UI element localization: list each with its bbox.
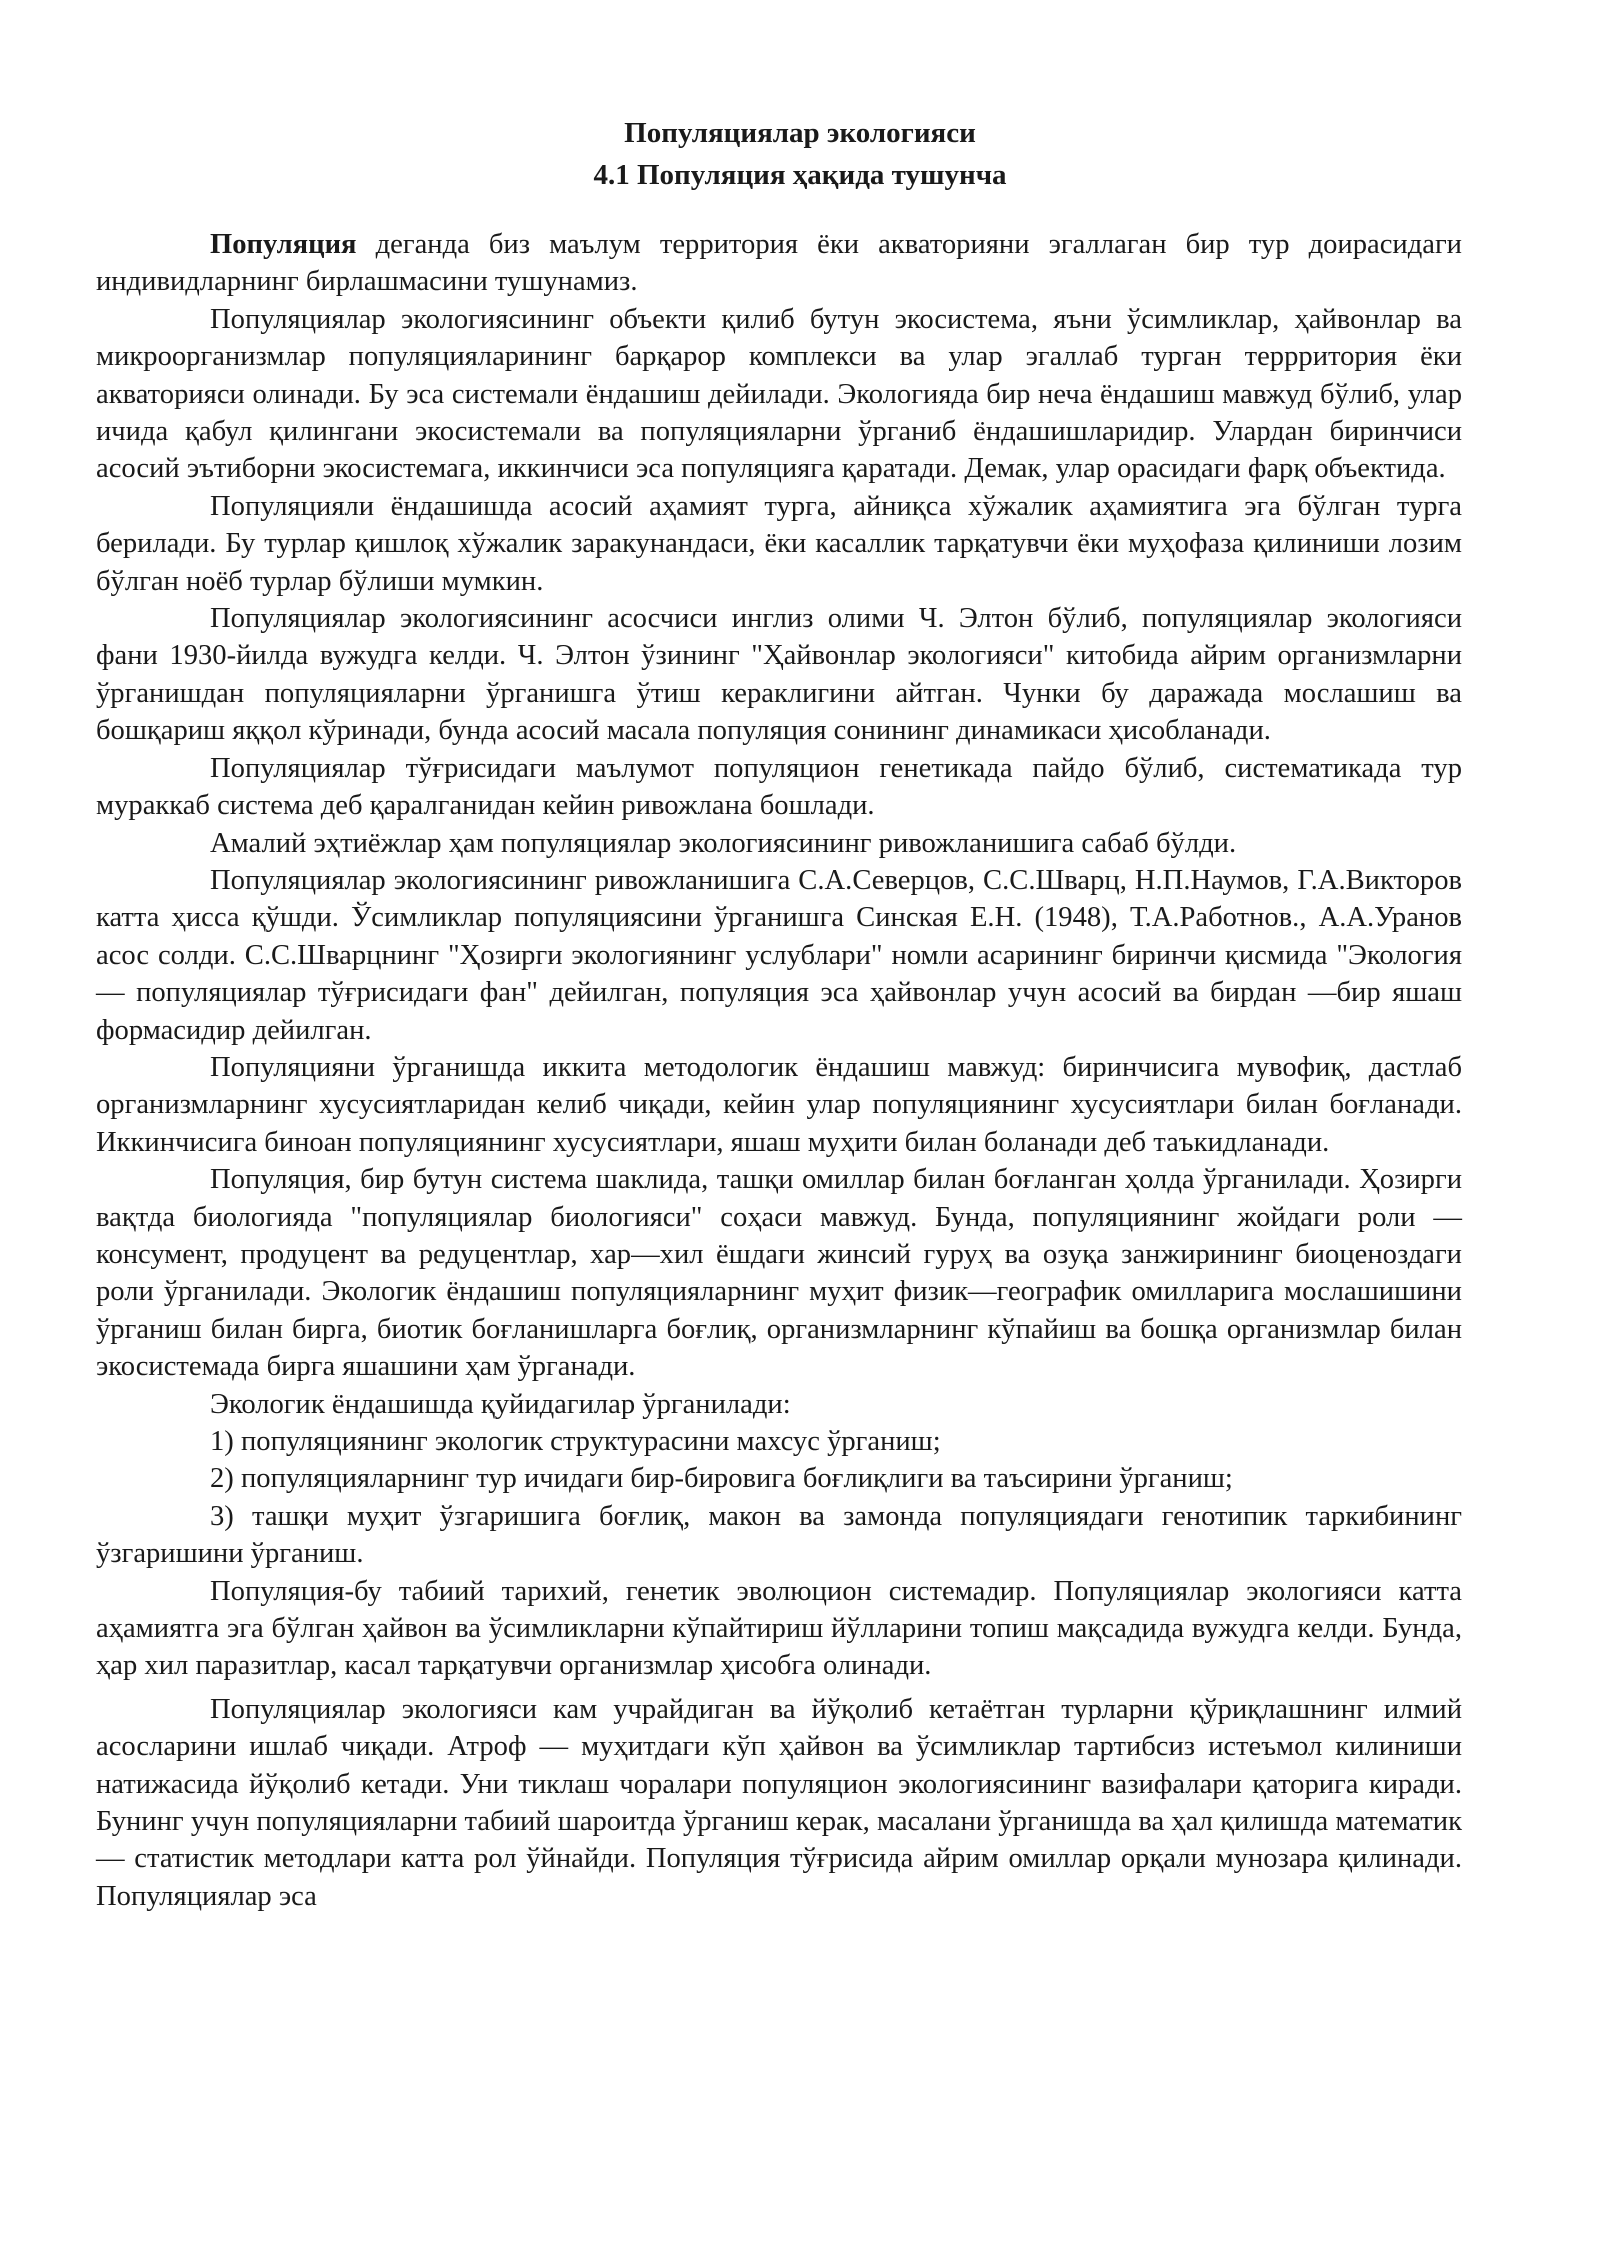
- paragraph: Популяция-бу табиий тарихий, генетик эволюцион системадир. Популяциялар экологияси катта аҳамиятга эга бўлган ҳайвон ва ўсимликларни кўпайтириш йўлларини топиш мақсадида вужудга келди. Бунда, ҳар хил паразитлар, касал тарқатувчи организмлар ҳисобга олинади.: [96, 1575, 1462, 1682]
- section-heading: 4.1 Популяция ҳақида тушунча: [593, 159, 1007, 191]
- paragraph: Популяциялар экологиясининг асосчиси инглиз олими Ч. Элтон бўлиб, популяциялар экологияси фани 1930-йилда вужудга келди. Ч. Элтон ўзининг "Ҳайвонлар экологияси" китобида айрим организмларни ўрганишдан популяцияларни ўрганишга ўтиш кераклигини айтган. Чунки бу даражада мослашиш ва бошқариш яққол кўринади, бунда асосий масала популяция сонининг динамикаси ҳисобланади.: [96, 603, 1462, 747]
- list-item: 2) популяцияларнинг тур ичидаги бир-бировига боғлиқлиги ва таъсирини ўрганиш;: [210, 1463, 1233, 1495]
- title-block: [0, 112, 1600, 196]
- paragraph: Популяциялар экологиясининг объекти қилиб бутун экосистема, яъни ўсимликлар, ҳайвонлар ва микроорганизмлар популяцияларининг барқарор комплекси ва улар эгаллаб турган террритория ёки акваторияси олинади. Бу эса системали ёндашиш дейилади. Экологияда бир неча ёндашиш мавжуд бўлиб, улар ичида қабул қилингани экосистемали ва популяцияларни ўрганиб ёндашишларидир. Улардан биринчиси асосий эътиборни экосистемага, иккинчиси эса популяцияга қаратади. Демак, улар орасидаги фарқ объектида.: [96, 303, 1462, 485]
- paragraph: Амалий эҳтиёжлар ҳам популяциялар экологиясининг ривожланишига сабаб бўлди.: [210, 827, 1237, 859]
- paragraph-definition: [96, 226, 1462, 301]
- document-body: [96, 226, 1462, 1915]
- list-item: 3) ташқи муҳит ўзгаришига боғлиқ, макон ва замонда популяциядаги генотипик таркибининг ўзгаришини ўрганиш.: [96, 1500, 1462, 1570]
- paragraph: Популяцияни ўрганишда иккита методологик ёндашиш мавжуд: биринчисига мувофиқ, дастлаб организмларнинг хусусиятларидан келиб чиқади, кейин улар популяциянинг хусусиятлари билан боғланади. Иккинчисига биноан популяциянинг хусусиятлари, яшаш муҳити билан боланади деб таъкидланади.: [96, 1051, 1462, 1158]
- list-intro: Экологик ёндашишда қуйидагилар ўрганилади:: [210, 1388, 791, 1420]
- list-item: 1) популяциянинг экологик структурасини махсус ўрганиш;: [210, 1426, 941, 1457]
- paragraph: Популяцияли ёндашишда асосий аҳамият турга, айниқса хўжалик аҳамиятига эга бўлган турга берилади. Бу турлар қишлоқ хўжалик заракунандаси, ёки касаллик тарқатувчи ёки муҳофаза қилиниши лозим бўлган ноёб турлар бўлиши мумкин.: [96, 490, 1462, 597]
- paragraph: Популяциялар экологияси кам учрайдиган ва йўқолиб кетаётган турларни қўриқлашнинг илмий асосларини ишлаб чиқади. Атроф — муҳитдаги кўп ҳайвон ва ўсимликлар тартибсиз истеъмол килиниши натижасида йўқолиб кетади. Уни тиклаш чоралари популяцион экологиясининг вазифалари қаторига киради. Бунинг учун популяцияларни табиий шароитда ўрганиш керак, масалани ўрганишда ва ҳал қилишда математик — статистик методлари катта рол ўйнайди. Популяция тўғрисида айрим омиллар орқали мунозара қилинади. Популяциялар эса: [96, 1693, 1462, 1912]
- definition-text: деганда биз маълум территория ёки акваторияни эгаллаган бир тур доирасидаги индивидларнинг бирлашмасини тушунамиз.: [96, 229, 1462, 298]
- paragraph: Популяциялар тўғрисидаги маълумот популяцион генетикада пайдо бўлиб, систематикада тур мураккаб система деб қаралганидан кейин ривожлана бошлади.: [96, 752, 1462, 822]
- document-title: Популяциялар экологияси: [624, 117, 976, 149]
- paragraph: Популяция, бир бутун система шаклида, ташқи омиллар билан боғланган ҳолда ўрганилади. Ҳозирги вақтда биологияда "популяциялар биологияси" соҳаси мавжуд. Бунда, популяциянинг жойдаги роли — консумент, продуцент ва редуцентлар, хар—хил ёшдаги жинсий гуруҳ ва озуқа занжирининг биоценоздаги роли ўрганилади. Экологик ёндашиш популяцияларнинг муҳит физик—географик омилларига мослашишини ўрганиш билан бирга, биотик боғланишларга боғлиқ, организмларнинг кўпайиш ва бошқа организмлар билан экосистемада бирга яшашини ҳам ўрганади.: [96, 1164, 1462, 1383]
- paragraph: Популяциялар экологиясининг ривожланишига С.А.Северцов, С.С.Шварц, Н.П.Наумов, Г.А.Викторов катта ҳисса қўшди. Ўсимликлар популяциясини ўрганишга Синская Е.Н. (1948), Т.А.Работнов., А.А.Уранов асос солди. С.С.Шварцнинг "Ҳозирги экологиянинг услублари" номли асарининг биринчи қисмида "Экология— популяциялар тўғрисидаги фан" дейилган, популяция эса ҳайвонлар учун асосий ва бирдан —бир яшаш формасидир дейилган.: [96, 864, 1462, 1046]
- defined-term: Популяция: [210, 229, 357, 260]
